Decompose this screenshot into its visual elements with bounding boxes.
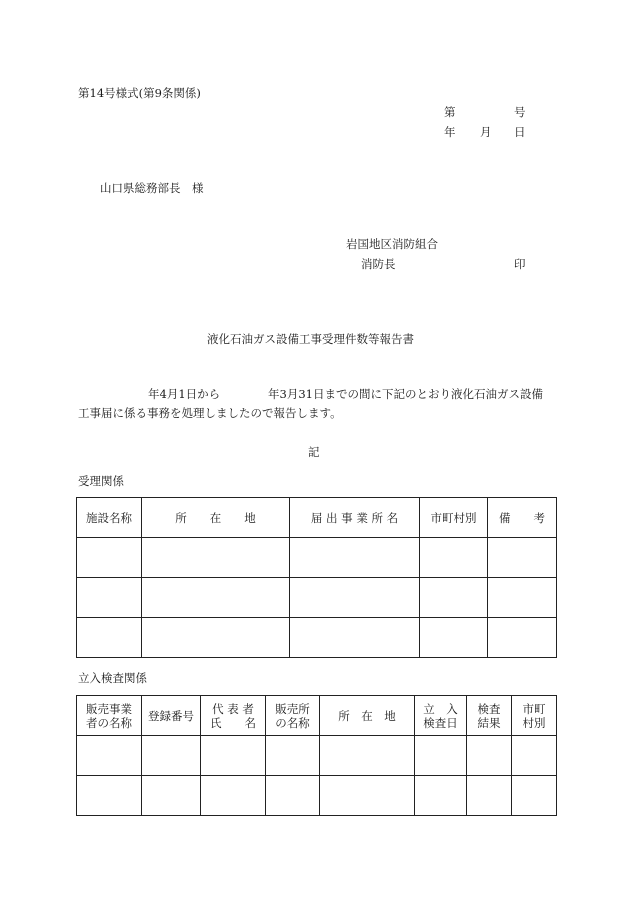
header-cell: 施設名称 (77, 498, 142, 538)
table-header-row (77, 696, 557, 736)
table-cell (266, 736, 320, 776)
table-row (77, 538, 557, 578)
table-cell (142, 736, 201, 776)
table-cell (77, 736, 142, 776)
table-cell (512, 776, 557, 816)
table-cell (488, 578, 557, 618)
table-cell (142, 538, 290, 578)
body-period-start: 年4月1日から (148, 387, 221, 401)
header-cell: 販売事業 者の名称 (77, 696, 142, 736)
table-cell (201, 776, 266, 816)
table-cell (512, 736, 557, 776)
header-cell: 備 考 (488, 498, 557, 538)
document-title: 液化石油ガス設備工事受理件数等報告書 (207, 332, 414, 346)
table-cell (142, 618, 290, 658)
table-cell (320, 776, 415, 816)
table-cell (77, 776, 142, 816)
table-cell (77, 618, 142, 658)
table-cell (290, 618, 420, 658)
table-cell (77, 578, 142, 618)
section-title-acceptance: 受理関係 (78, 474, 124, 488)
table-cell (266, 776, 320, 816)
body-line-2: 工事届に係る事務を処理しましたので報告します。 (78, 406, 342, 420)
table-row (77, 736, 557, 776)
table-cell (467, 736, 512, 776)
header-cell: 検査 結果 (467, 696, 512, 736)
sender-organization: 岩国地区消防組合 (346, 237, 438, 251)
header-cell: 市町 村別 (512, 696, 557, 736)
table-cell (415, 736, 467, 776)
table-cell (467, 776, 512, 816)
form-label: 第14号様式(第9条関係) (78, 86, 201, 100)
table-cell (420, 538, 488, 578)
date-day: 日 (514, 125, 526, 139)
table-cell (488, 538, 557, 578)
header-cell: 所 在 地 (142, 498, 290, 538)
document-number-suffix: 号 (514, 105, 526, 119)
ki-heading: 記 (308, 445, 320, 459)
table-cell (142, 776, 201, 816)
body-period-end: 年3月31日までの間に下記のとおり液化石油ガス設備 (268, 387, 543, 401)
header-cell: 所 在 地 (320, 696, 415, 736)
addressee: 山口県総務部長 様 (100, 181, 204, 195)
table-cell (415, 776, 467, 816)
inspection-table (76, 695, 557, 816)
table-cell (290, 538, 420, 578)
table-cell (420, 618, 488, 658)
document-number-prefix: 第 (444, 105, 456, 119)
header-cell: 販売所 の名称 (266, 696, 320, 736)
date-month: 月 (480, 125, 492, 139)
table-cell (420, 578, 488, 618)
header-cell: 市町村別 (420, 498, 488, 538)
sender-title: 消防長 (361, 257, 396, 271)
table-cell (290, 578, 420, 618)
table-header-row (77, 498, 557, 538)
date-year: 年 (444, 125, 456, 139)
header-cell: 立 入 検査日 (415, 696, 467, 736)
table-cell (142, 578, 290, 618)
table-cell (320, 736, 415, 776)
table-cell (77, 538, 142, 578)
table-row (77, 578, 557, 618)
acceptance-table (76, 497, 557, 658)
seal-mark: 印 (514, 257, 526, 271)
table-cell (201, 736, 266, 776)
header-cell: 登録番号 (142, 696, 201, 736)
header-cell: 代 表 者 氏 名 (201, 696, 266, 736)
table-cell (488, 618, 557, 658)
table-row (77, 618, 557, 658)
header-cell: 届 出 事 業 所 名 (290, 498, 420, 538)
table-row (77, 776, 557, 816)
section-title-inspection: 立入検査関係 (78, 671, 147, 685)
